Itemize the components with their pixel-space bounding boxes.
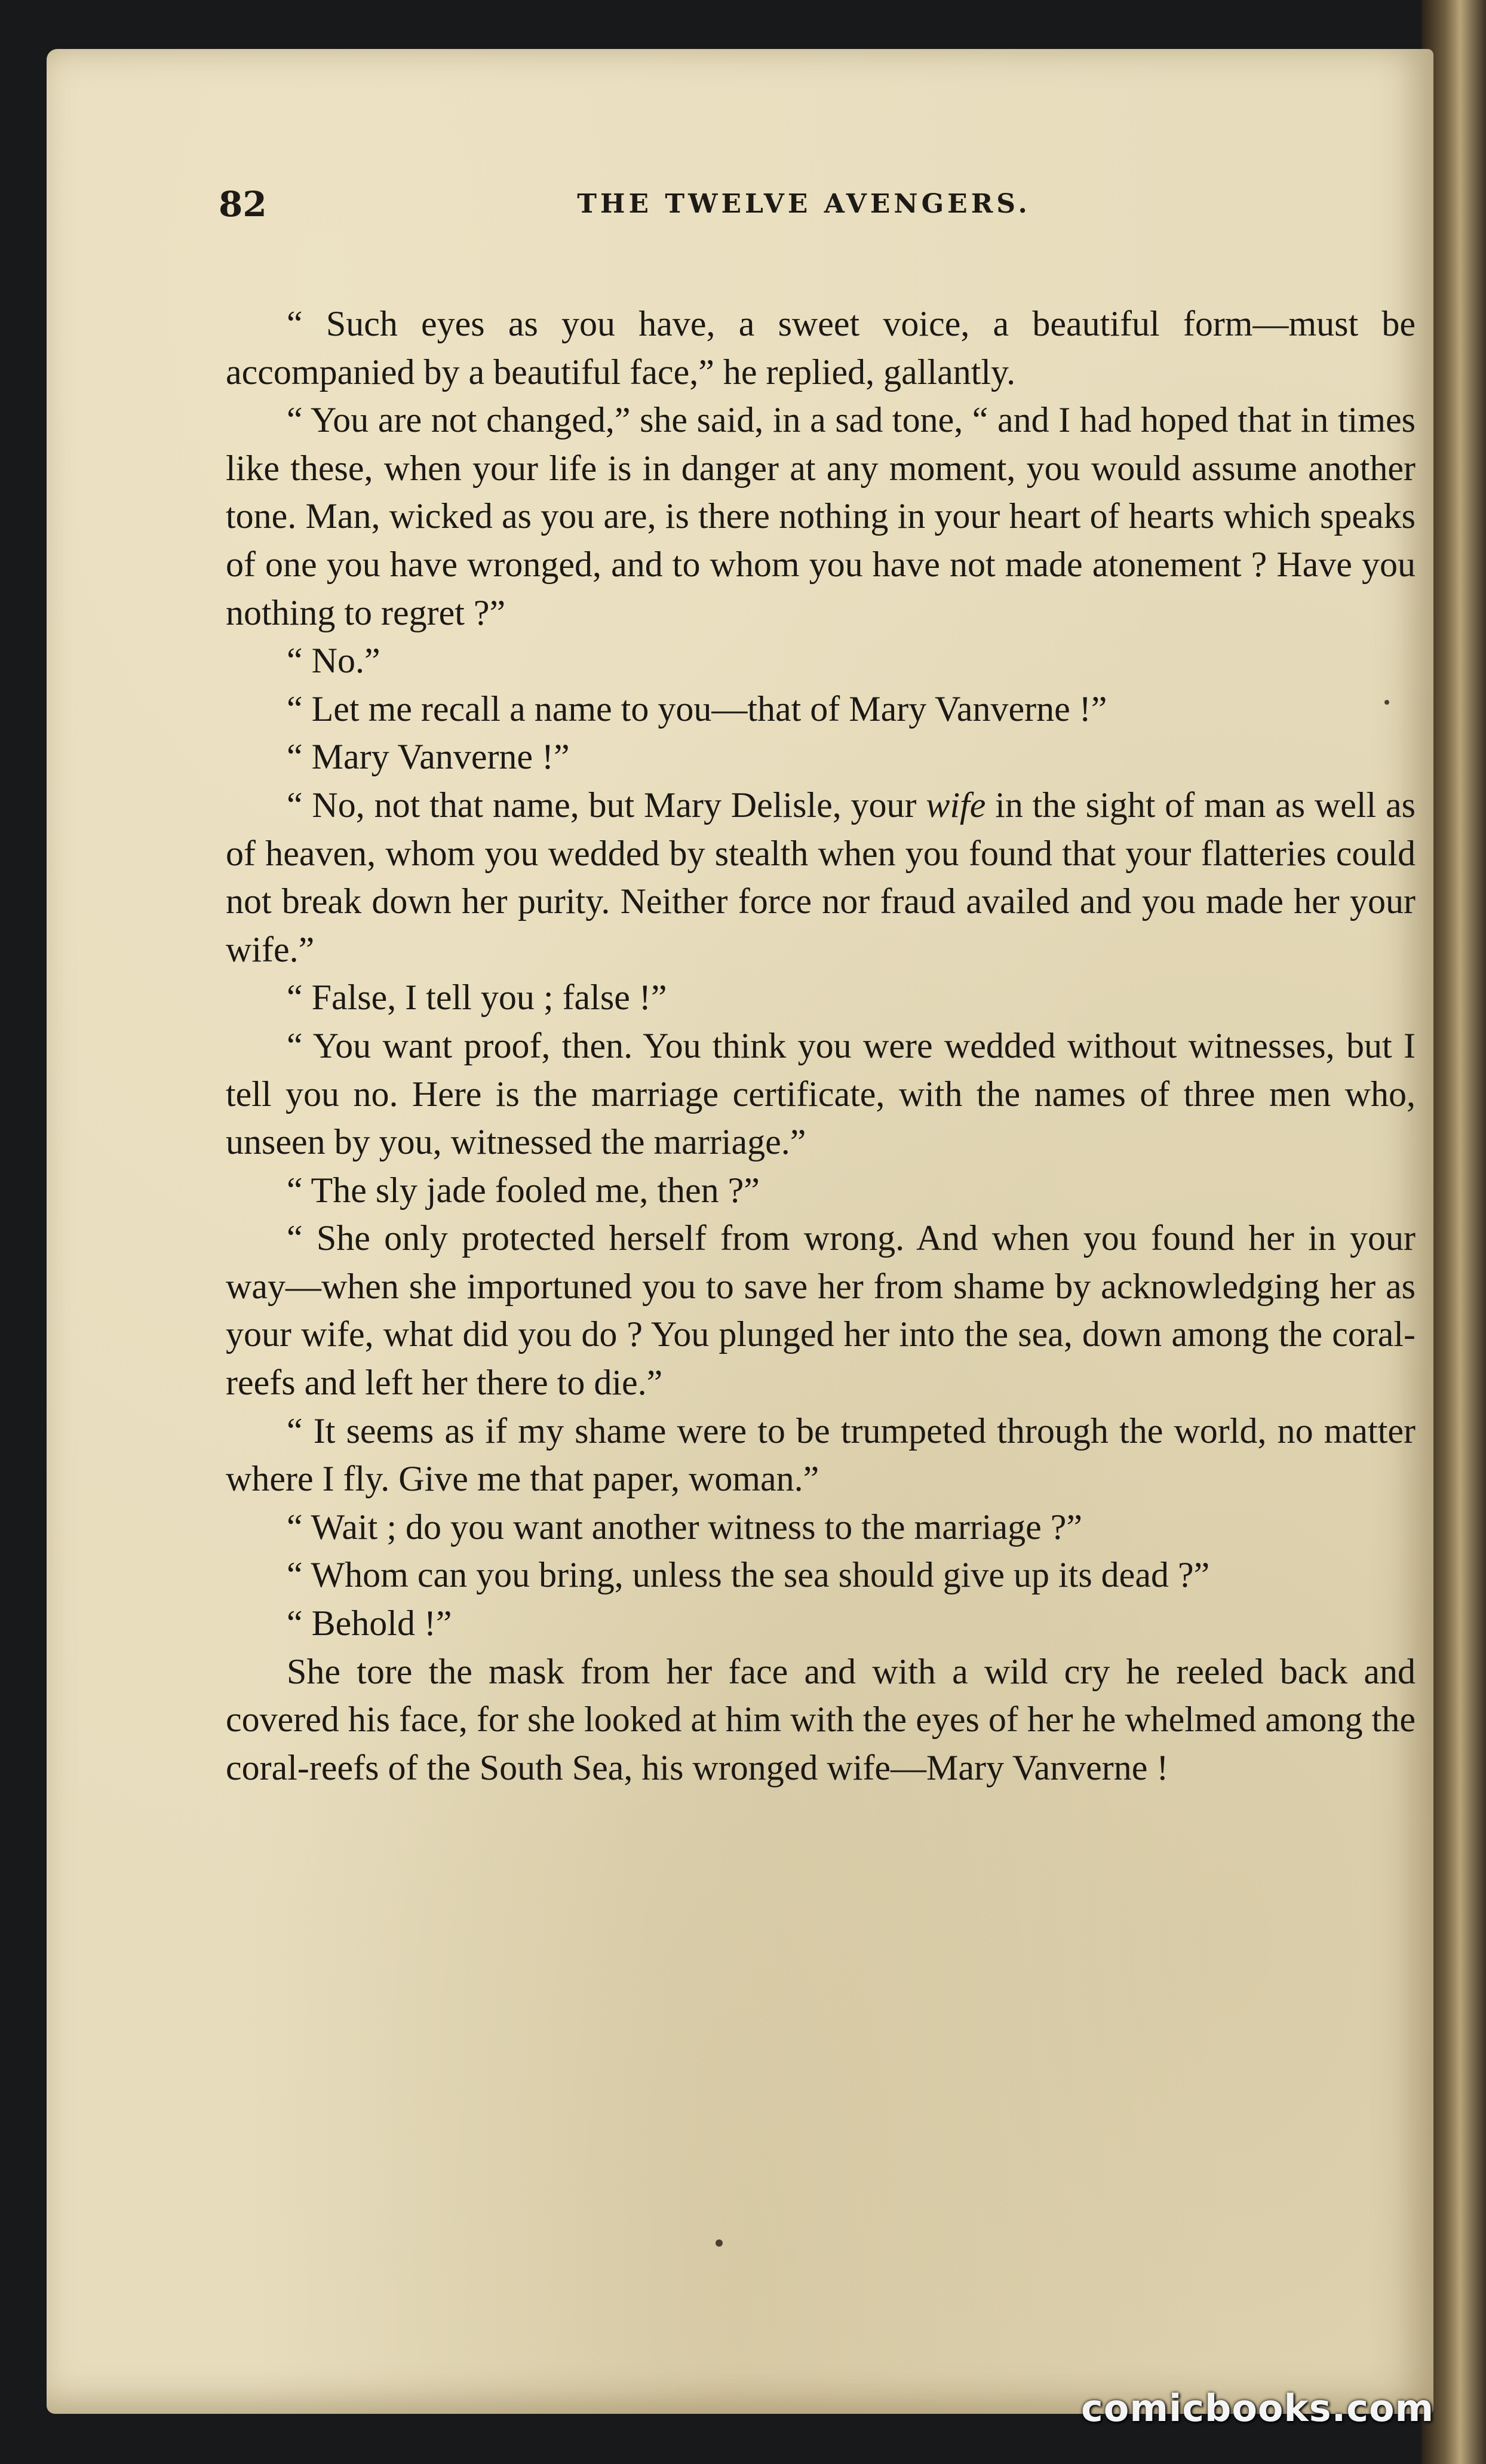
paragraph-10: “ She only protected herself from wrong. And when you found her in your way—when she importuned you to save her from shame by acknowledging her as your wife, what did you do ? You plunged her into the sea, down among the coral-reefs and left her there to die.”	[226, 1218, 1416, 1403]
page-body	[226, 300, 1416, 1792]
running-title: THE TWELVE AVENGERS.	[577, 189, 1031, 219]
paragraph-3: “ No.”	[287, 641, 380, 681]
ink-speck	[1384, 700, 1389, 705]
paragraph-15: She tore the mask from her face and with a wild cry he reeled back and covered his face, for she looked at him with the eyes of her he whelmed among the coral-reefs of the South Sea, his wronged wife—Mary Vanverne !	[226, 1651, 1416, 1787]
paragraph-6	[226, 781, 1416, 973]
ink-speck	[716, 2239, 723, 2247]
paragraph-12: “ Wait ; do you want another witness to the marriage ?”	[287, 1507, 1082, 1547]
paragraph-8: “ You want proof, then. You think you were wedded without witnesses, but I tell you no. Here is the marriage certificate, with the names of three men who, unseen by you, witnessed the marriage.”	[226, 1025, 1416, 1162]
book-page	[47, 49, 1433, 2414]
paragraph-11: “ It seems as if my shame were to be trumpeted through the world, no matter where I fly. Give me that paper, woman.”	[226, 1411, 1416, 1499]
paragraph-9: “ The sly jade fooled me, then ?”	[287, 1170, 760, 1210]
paragraph-2: “ You are not changed,” she said, in a sad tone, “ and I had hoped that in times like these, when your life is in danger at any moment, you would assume another tone. Man, wicked as you are, is there nothing in your heart of hearts which speaks of one you have wronged, and to whom you have not made atonement ? Have you nothing to regret ?”	[226, 400, 1416, 632]
page-number: 82	[219, 184, 267, 225]
paragraph-6-after: in the sight of man as well as of heaven, whom you wedded by stealth when you found that your flatteries could not break down her purity. Neither force nor fraud availed and you made her your wife.”	[226, 785, 1416, 969]
paragraph-1: “ Such eyes as you have, a sweet voice, a beautiful form—must be accompanied by a beautiful face,” he replied, gallantly.	[226, 304, 1416, 392]
paragraph-7: “ False, I tell you ; false !”	[287, 978, 667, 1018]
paragraph-6-before: “ No, not that name, but Mary Delisle, your	[287, 785, 926, 825]
watermark-logo: comicbooks.com	[1081, 2386, 1435, 2430]
paragraph-5: “ Mary Vanverne !”	[287, 737, 570, 777]
page-header	[219, 171, 1389, 237]
paragraph-14: “ Behold !”	[287, 1603, 452, 1643]
paragraph-13: “ Whom can you bring, unless the sea should give up its dead ?”	[287, 1555, 1210, 1595]
emphasized-word: wife	[926, 785, 986, 825]
paragraph-4: “ Let me recall a name to you—that of Mary Vanverne !”	[287, 689, 1107, 729]
